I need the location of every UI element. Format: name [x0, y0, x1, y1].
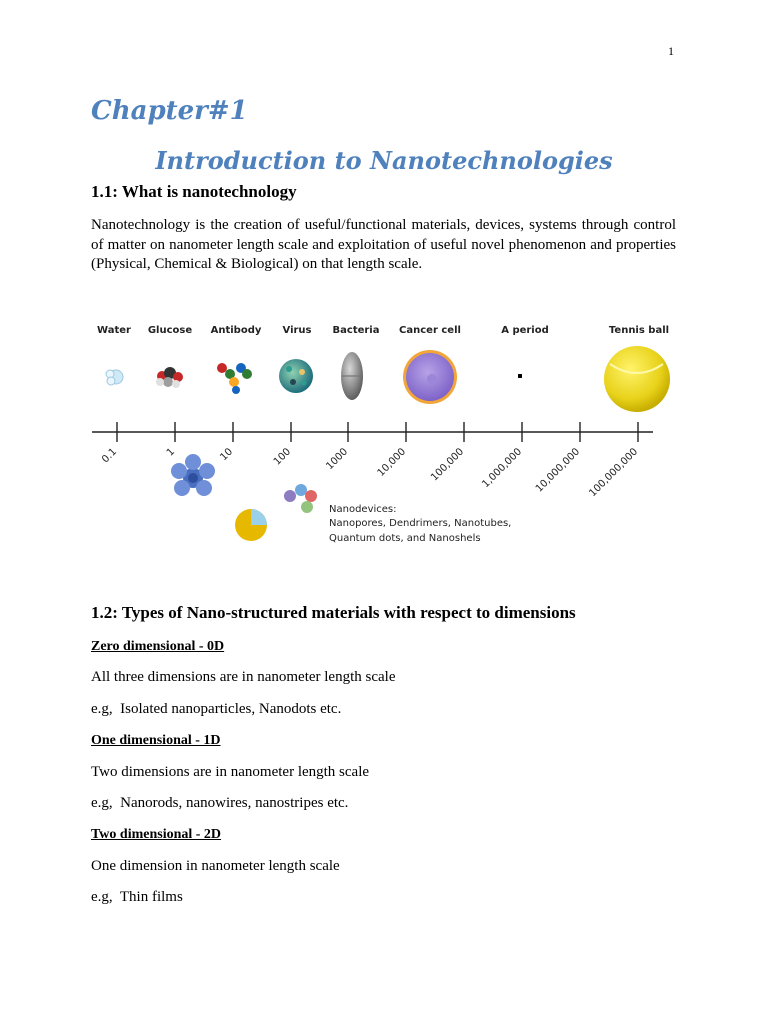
zero-dimensional-example: e.g, Isolated nanoparticles, Nanodots etc. [91, 701, 342, 717]
tick-label-100: 100 [271, 446, 294, 468]
antibody-icon [217, 363, 252, 394]
label-tennis-ball: Tennis ball [608, 325, 670, 336]
zero-dimensional-description: All three dimensions are in nanometer length scale [91, 669, 396, 685]
object-labels [97, 325, 669, 336]
tennis-ball-icon [604, 346, 670, 412]
tick-label-100000000: 100,000,000 [587, 446, 641, 500]
two-dimensional-heading: Two dimensional - 2D [91, 827, 222, 842]
bacteria-icon [341, 352, 363, 400]
nanodevices-line-2: Quantum dots, and Nanoshels [329, 533, 481, 544]
nanoshell-icon [235, 509, 267, 541]
quantum-dots-icon [284, 484, 317, 513]
page-title: Introduction to Nanotechnologies [155, 146, 613, 175]
label-virus: Virus [282, 325, 312, 336]
period-dot-icon [518, 374, 522, 378]
tick-label-1: 1 [164, 446, 178, 459]
length-scale-figure [90, 316, 680, 556]
two-dimensional-example: e.g, Thin films [91, 889, 183, 905]
label-cancer-cell: Cancer cell [399, 325, 461, 336]
tick-label-10000: 10,000 [375, 446, 409, 479]
nanodevices-heading: Nanodevices: [329, 504, 397, 515]
two-dimensional-description: One dimension in nanometer length scale [91, 858, 340, 874]
tick-label-1000000: 1,000,000 [480, 446, 525, 491]
section-1-heading: 1.1: What is nanotechnology [91, 182, 297, 201]
virus-icon [279, 359, 313, 393]
label-water: Water [97, 325, 131, 336]
zero-dimensional-heading: Zero dimensional - 0D [91, 639, 225, 654]
tick-label-10000000: 10,000,000 [533, 446, 583, 495]
nanodevices-caption [329, 504, 511, 544]
nanodevices-line-1: Nanopores, Dendrimers, Nanotubes, [329, 518, 512, 529]
tick-label-100000: 100,000 [429, 446, 467, 484]
dendrimer-icon [171, 454, 215, 496]
page-number: 1 [668, 44, 674, 58]
cancer-cell-icon [403, 350, 457, 404]
tick-label-10: 10 [218, 446, 236, 464]
one-dimensional-description: Two dimensions are in nanometer length scale [91, 764, 370, 780]
label-bacteria: Bacteria [332, 325, 380, 336]
tick-label-0.1: 0.1 [100, 446, 120, 466]
tick-label-1000: 1000 [324, 446, 351, 473]
chapter-heading: Chapter#1 [91, 96, 248, 126]
section-2-heading: 1.2: Types of Nano-structured materials with respect to dimensions [91, 603, 576, 622]
one-dimensional-heading: One dimensional - 1D [91, 733, 221, 748]
label-antibody: Antibody [210, 325, 262, 336]
label-a-period: A period [501, 325, 549, 336]
glucose-molecule-icon [156, 367, 183, 388]
water-molecule-icon [106, 370, 123, 385]
section-1-paragraph: Nanotechnology is the creation of useful/functional materials, devices, systems through control of matter on nanometer length scale and exploitation of useful novel phenomenon and properties (Physical, Chemical & Biological) on that length scale. [91, 217, 676, 272]
label-glucose: Glucose [147, 325, 193, 336]
one-dimensional-example: e.g, Nanorods, nanowires, nanostripes etc. [91, 795, 349, 811]
